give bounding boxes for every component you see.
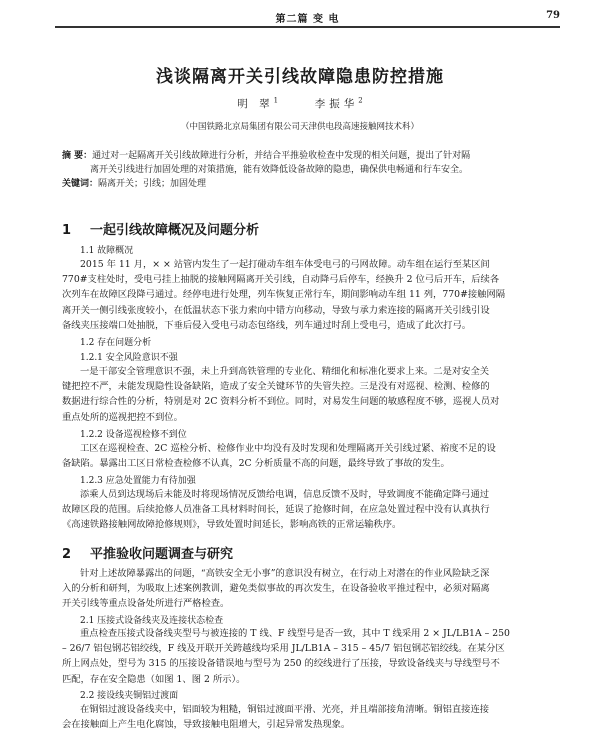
text-line: 工区在巡视检查、2C 巡检分析、检修作业中均没有及时发现和处理隔离开关引线过紧、裕度不足的设 (80, 443, 496, 454)
text-line: 一是干部安全管理意识不强，未上升到高铁管理的专业化、精细化和标准化要求上来。二是对安全关 (80, 366, 490, 377)
text-line: 次列车在故障区段降弓通过。经停电进行处理，列车恢复正常行车，期间影响动车组 11 列，770#接触网隔 (62, 289, 506, 301)
text-line: 会在接触面上产生电化腐蚀，导致接触电阻增大，引起异常发热现象。 (62, 719, 351, 731)
abstract-block (62, 149, 560, 191)
running-head (55, 8, 560, 28)
text-line: 键把控不严，未能发现隐性设备缺陷，造成了安全关键环节的失管失控。三是没有对巡视、检测、检修的 (62, 381, 490, 393)
text-line: 备缺陷。暴露出工区日常检查检修不认真，2C 分析质量不高的问题，最终导致了事故的发生。 (62, 458, 450, 470)
paragraph (62, 626, 560, 687)
text-line: 备线夹压接端口处抽脱，下垂后侵入受电弓动态包络线，列车通过时刮上受电弓，造成了此次打弓。 (62, 319, 472, 331)
text-line: 重点处所的巡视把控不到位。 (62, 411, 183, 423)
paragraph (62, 566, 560, 612)
text-line: 入的分析和研判，为吸取上述案例教训，避免类似事故的再次发生，在设备验收平推过程中，必须对隔离 (62, 583, 490, 595)
section-title: 平推验收问题调查与研究 (90, 547, 234, 562)
subsubsection-heading: 1.2.3 应急处置能力有待加强 (80, 476, 196, 486)
authors (0, 96, 600, 111)
text-line: 770#支柱处时，受电弓挂上抽脱的接触网隔离开关引线，自动降弓后停车，经换升 2 位弓后开车，后续各 (62, 274, 500, 286)
text-line: 添乘人员到达现场后未能及时将现场情况反馈给电调，信息反馈不及时，导致调度不能确定降弓通过 (80, 489, 490, 500)
paper-title: 浅谈隔离开关引线故障隐患防控措施 (156, 67, 444, 87)
section-number: 1 (62, 223, 72, 238)
subsection-heading: 1.2 存在问题分析 (80, 338, 152, 348)
text-line: 开关引线等重点设备处所进行严格检查。 (62, 598, 230, 610)
section-title: 一起引线故障概况及问题分析 (90, 223, 260, 238)
author-name: 李振华 (314, 98, 359, 110)
text-line: 重点检查压接式设备线夹型号与被连接的 T 线、F 线型号是否一致，其中 T 线采用 2 × JL/LB1A – 250 (80, 628, 510, 639)
text-line: 2015 年 11 月，× × 站管内发生了一起打碰动车组车体受电弓的弓网故障。动车组在运行至某区间 (80, 259, 490, 270)
author-name: 明 翠 (237, 98, 274, 110)
subsection-heading: 2.2 接设线夹铜铝过渡面 (80, 691, 179, 701)
paragraph (62, 702, 560, 732)
text-line: 《高速铁路接触网故障抢修规则》，导致处置时间延长，影响高铁的正常运输秩序。 (62, 519, 402, 531)
section-number: 2 (62, 547, 72, 562)
affiliation: （中国铁路北京局集团有限公司天津供电段高速接触网技术科） (180, 122, 419, 132)
abstract-text: 离开关引线进行加固处理的对策措施，能有效降低设备故障的隐患，确保供电畅通和行车安全。 (90, 165, 469, 175)
paragraph (62, 441, 560, 471)
section-header: 第二篇 变 电 (275, 14, 340, 25)
keywords-label: 关键词： (62, 179, 99, 189)
paragraph (62, 364, 560, 425)
section-heading (62, 543, 233, 562)
section-heading (62, 219, 259, 238)
keywords-text: 隔离开关；引线；加固处理 (98, 179, 207, 189)
text-line: 故障区段的范围。后续抢修人员准备工具材料时间长，延误了抢修时间，在应急处置过程中没有认真执行 (62, 504, 490, 516)
paragraph (62, 257, 560, 333)
author-sup: 2 (358, 96, 363, 105)
text-line: 数据进行综合性的分析，特别是对 2C 资料分析不到位。同时，对易发生问题的敏感程度不够，巡视人员对 (62, 396, 500, 408)
paragraph (62, 487, 560, 533)
text-line: – 26/7 铝包钢芯铝绞线，F 线及开联开关跨越线均采用 JL/LB1A – 315 – 45/7 铝包钢芯铝绞线。在某分区 (62, 643, 505, 655)
text-line: 针对上述故障暴露出的问题，“高铁安全无小事”的意识没有树立，在行动上对潜在的作业风险缺乏深 (80, 568, 490, 579)
text-line: 离开关一侧引线张度较小，在低温状态下张力索向中错方向移动，导致与承力索连接的隔离开关引线引设 (62, 304, 490, 316)
page-number: 79 (546, 10, 560, 21)
author-sup: 1 (273, 96, 279, 105)
abstract-label: 摘 要： (62, 151, 93, 161)
subsubsection-heading: 1.2.1 安全风险意识不强 (80, 353, 178, 363)
abstract-text: 通过对一起隔离开关引线故障进行分析，并结合平推验收检查中发现的相关问题，提出了针对隔 (92, 151, 471, 161)
text-line: 在铜铝过渡设备线夹中，铝面较为粗糙，铜铝过渡面平滑、光亮，并且端部接角清晰。铜铝直接连接 (80, 704, 490, 715)
subsection-heading: 2.1 压接式设备线夹及连接状态检查 (80, 616, 224, 626)
subsubsection-heading: 1.2.2 设备巡视检修不到位 (80, 430, 187, 440)
subsection-heading: 1.1 故障概况 (80, 246, 134, 256)
text-line: 匹配，存在安全隐患（如图 1、图 2 所示）。 (62, 673, 246, 685)
text-line: 所上网点处，型号为 315 的压接设备错误地与型号为 250 的绞线进行了压接，导致设备线夹与导线型号不 (62, 658, 500, 670)
